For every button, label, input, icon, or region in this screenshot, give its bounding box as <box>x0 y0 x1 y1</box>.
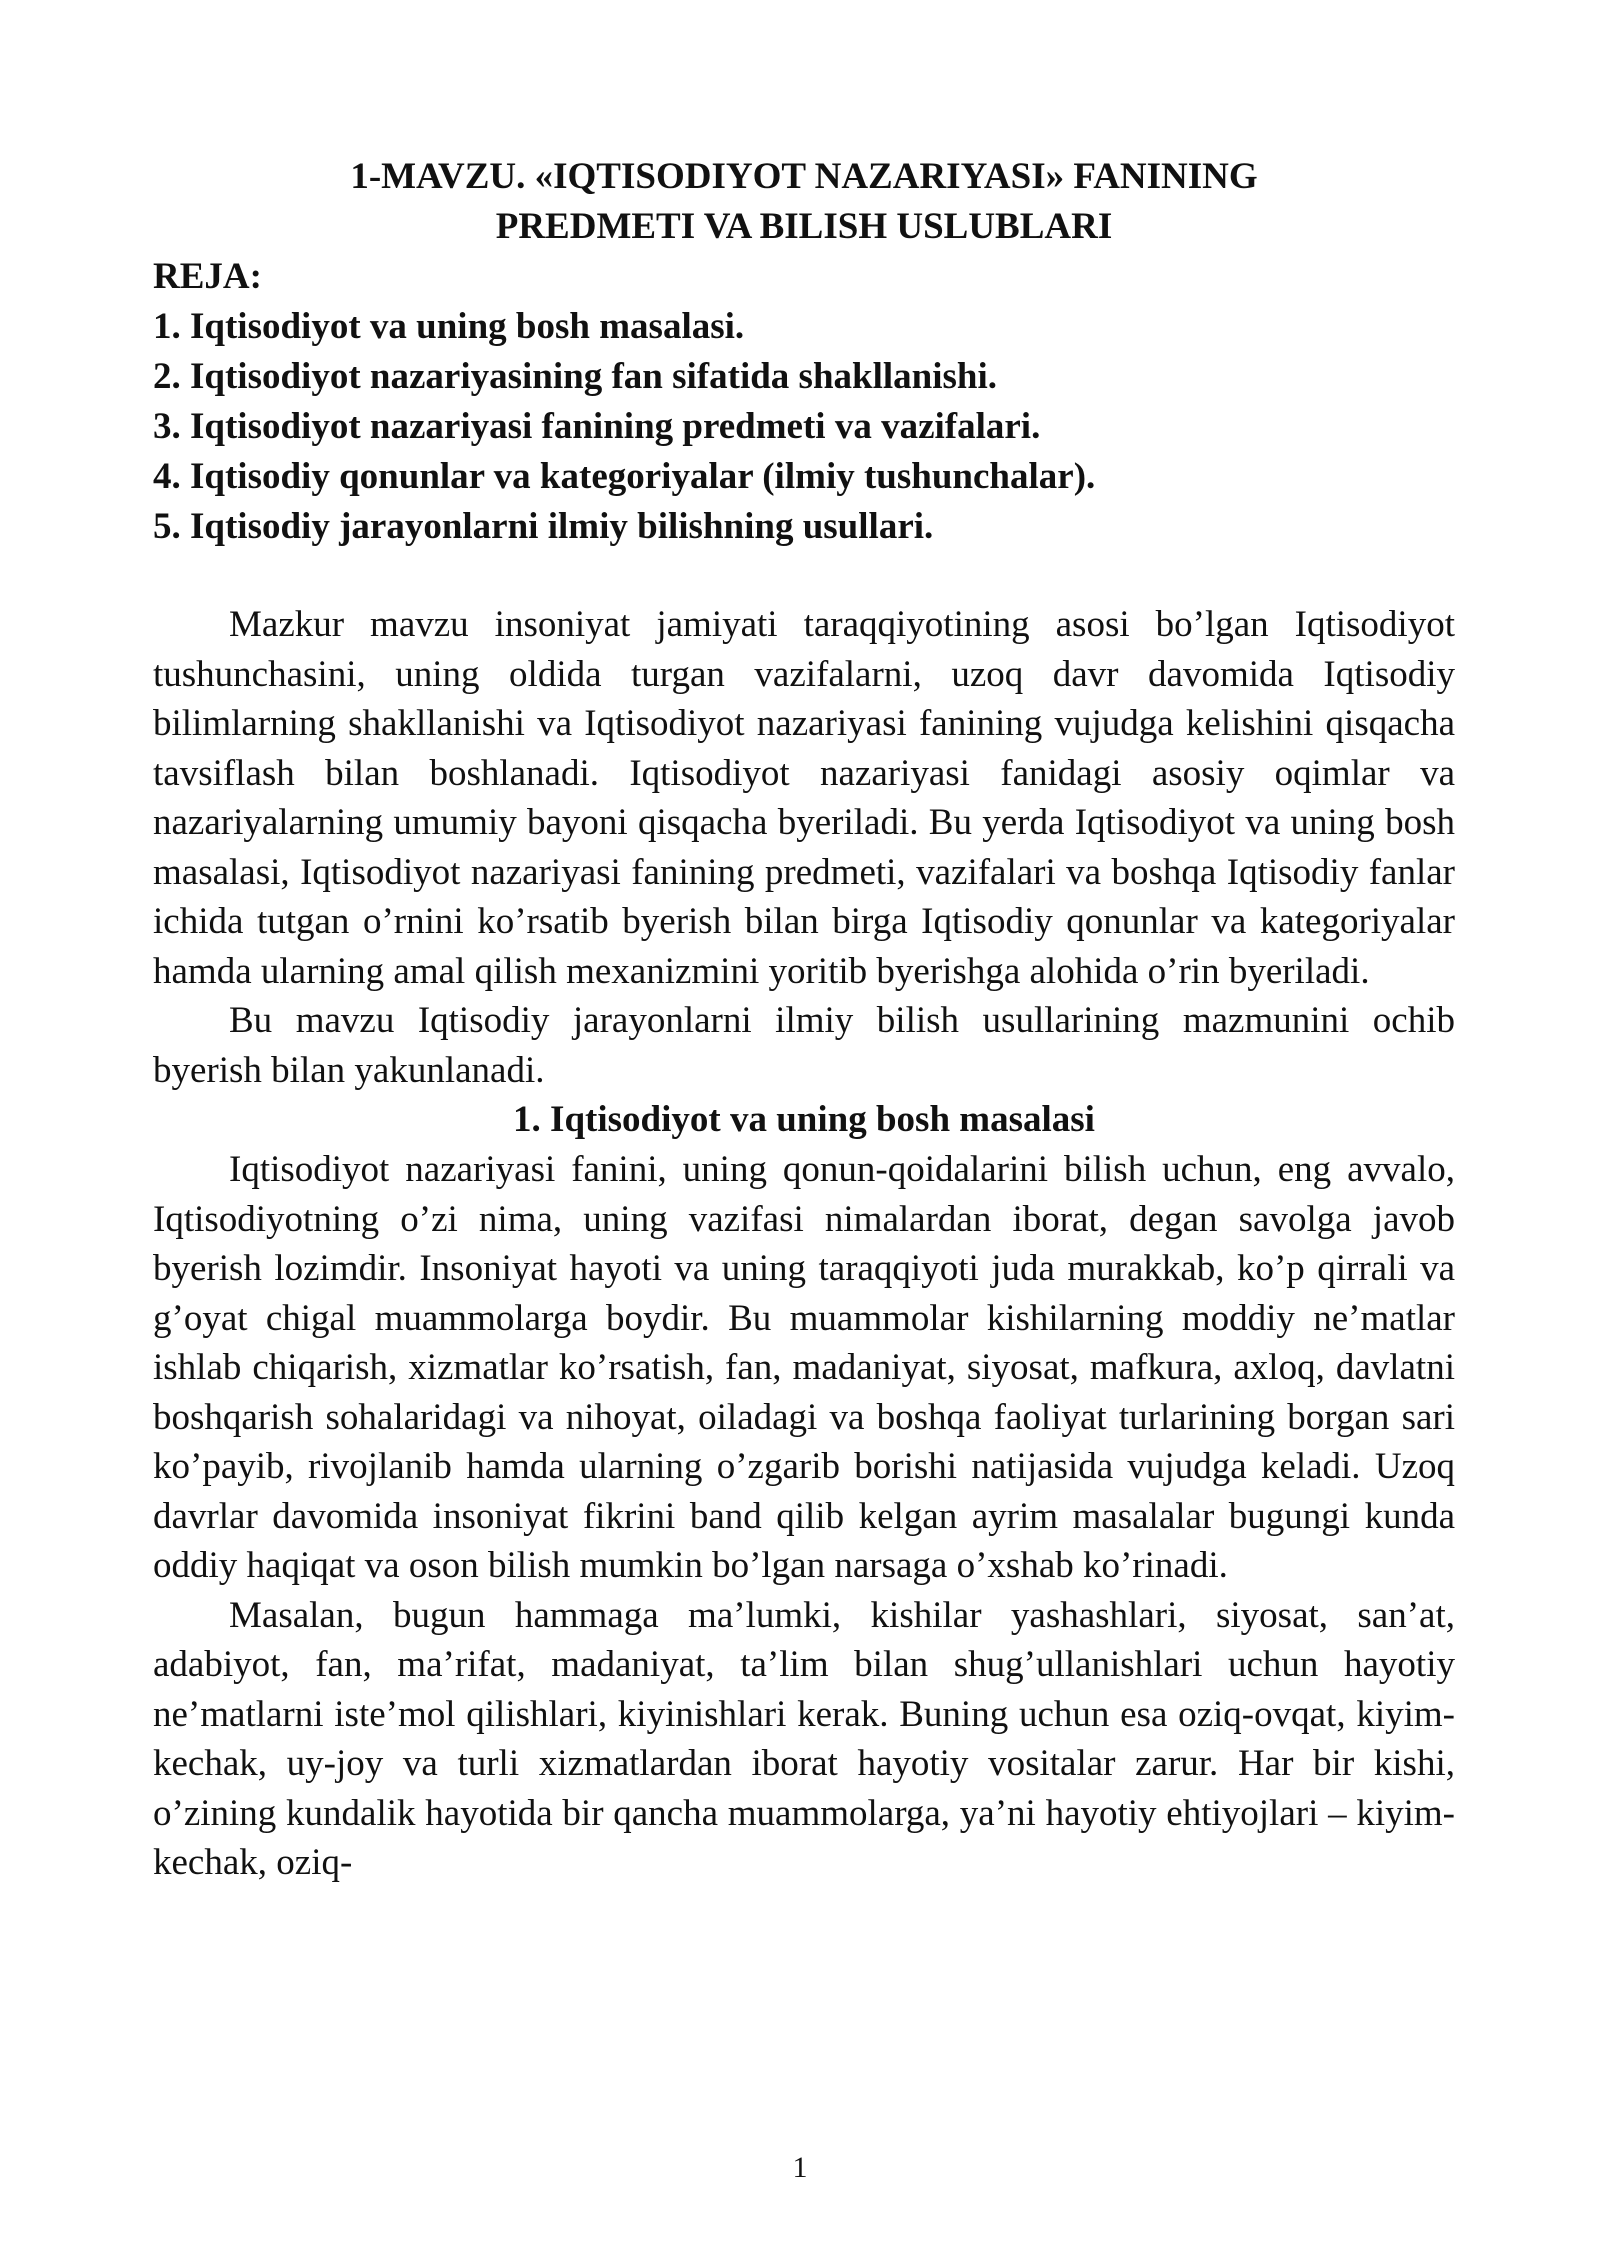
document-title-line-1: 1-MAVZU. «IQTISODIYOT NAZARIYASI» FANINING <box>350 156 1258 197</box>
intro-paragraph: Mazkur mavzu insoniyat jamiyati taraqqiyotining asosi bo’lgan Iqtisodiyot tushunchasini, uning oldida turgan vazifalarni, uzoq davr davomida Iqtisodiy bilimlarning shakllanishi va Iqtisodiyot nazariyasi fanining vujudga kelishini qisqacha tavsiflash bilan boshlanadi. Iqtisodiyot nazariyasi fanidagi asosiy oqimlar va nazariyalarning umumiy bayoni qisqacha byeriladi. Bu yerda Iqtisodiyot va uning bosh masalasi, Iqtisodiyot nazariyasi fanining predmeti, vazifalari va boshqa Iqtisodiy fanlar ichida tutgan o’rnini ko’rsatib byerish bilan birga Iqtisodiy qonunlar va kategoriyalar hamda ularning amal qilish mexanizmini yoritib byerishga alohida o’rin byeriladi. <box>153 604 1455 992</box>
plan-item: 5. Iqtisodiy jarayonlarni ilmiy bilishning usullari. <box>153 506 934 547</box>
plan-item: 2. Iqtisodiyot nazariyasining fan sifatida shakllanishi. <box>153 356 998 397</box>
plan-item: 3. Iqtisodiyot nazariyasi fanining predmeti va vazifalari. <box>153 406 1041 447</box>
plan-label: REJA: <box>153 256 262 297</box>
page-number: 1 <box>792 2151 808 2184</box>
body-paragraph: Masalan, bugun hammaga ma’lumki, kishilar yashashlari, siyosat, san’at, adabiyot, fan, ma’rifat, madaniyat, ta’lim bilan shug’ullanishlari uchun hayotiy ne’matlarni iste’mol qilishlari, kiyinishlari kerak. Buning uchun esa oziq-ovqat, kiyim-kechak, uy-joy va turli xizmatlardan iborat hayotiy vositalar zarur. Har bir kishi, o’zining kundalik hayotida bir qancha muammolarga, ya’ni hayotiy ehtiyojlari – kiyim-kechak, oziq- <box>153 1594 1455 1883</box>
intro-paragraph: Bu mavzu Iqtisodiy jarayonlarni ilmiy bilish usullarining mazmunini ochib byerish bilan yakunlanadi. <box>153 1000 1455 1091</box>
plan-item: 4. Iqtisodiy qonunlar va kategoriyalar (ilmiy tushunchalar). <box>153 456 1096 497</box>
plan-list <box>153 302 1455 552</box>
document-page <box>153 152 1455 1888</box>
body-paragraph: Iqtisodiyot nazariyasi fanini, uning qonun-qoidalarini bilish uchun, eng avvalo, Iqtisodiyotning o’zi nima, uning vazifasi nimalardan iborat, degan savolga javob byerish lozimdir. Insoniyat hayoti va uning taraqqiyoti juda murakkab, ko’p qirrali va g’oyat chigal muammolarga boydir. Bu muammolar kishilarning moddiy ne’matlar ishlab chiqarish, xizmatlar ko’rsatish, fan, madaniyat, siyosat, mafkura, axloq, davlatni boshqarish sohalaridagi va nihoyat, oiladagi va boshqa faoliyat turlarining borgan sari ko’payib, rivojlanib hamda ularning o’zgarib borishi natijasida vujudga keladi. Uzoq davrlar davomida insoniyat fikrini band qilib kelgan ayrim masalalar bugungi kunda oddiy haqiqat va oson bilish mumkin bo’lgan narsaga o’xshab ko’rinadi. <box>153 1149 1455 1586</box>
document-title-line-2: PREDMETI VA BILISH USLUBLARI <box>495 206 1113 247</box>
section-heading: 1. Iqtisodiyot va uning bosh masalasi <box>513 1099 1095 1140</box>
plan-item: 1. Iqtisodiyot va uning bosh masalasi. <box>153 306 745 347</box>
